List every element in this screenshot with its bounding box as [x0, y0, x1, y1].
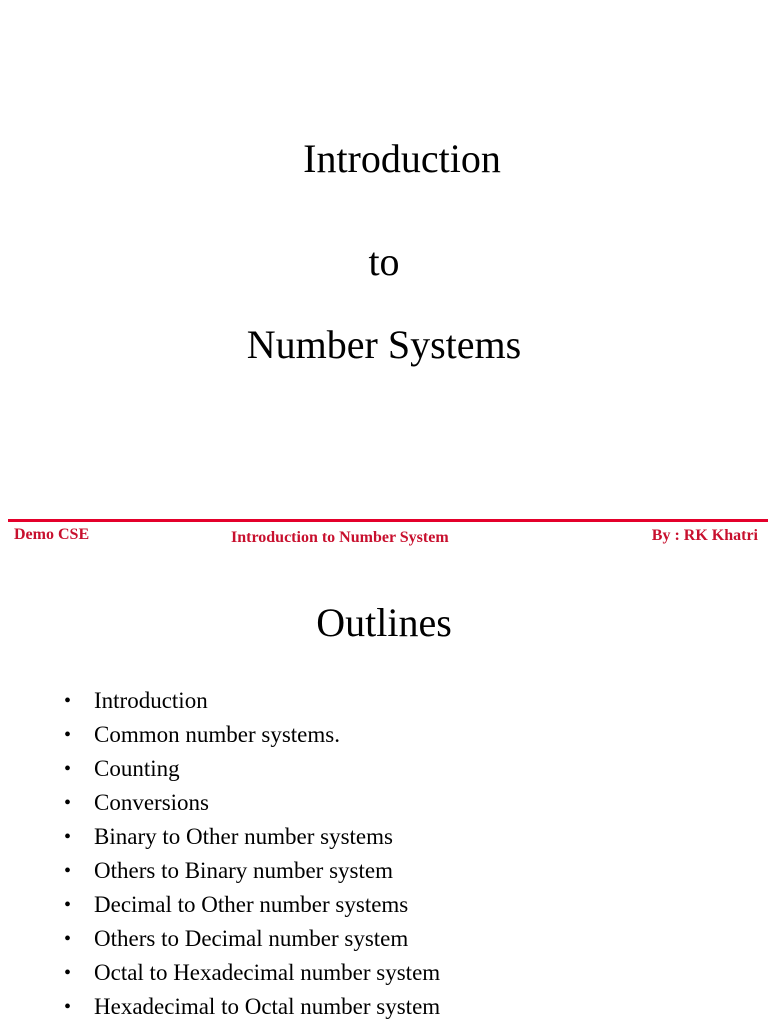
outline-item-text: Counting — [94, 756, 180, 781]
bullet-icon: • — [64, 724, 72, 746]
outline-item-text: Others to Binary number system — [94, 858, 393, 883]
bullet-icon: • — [64, 894, 72, 916]
outline-item-text: Binary to Other number systems — [94, 824, 393, 849]
outline-item-text: Conversions — [94, 790, 209, 815]
footer-author-label: By : RK Khatri — [651, 527, 758, 544]
outline-item-text: Common number systems. — [94, 722, 340, 747]
bullet-icon: • — [64, 996, 72, 1018]
bullet-icon: • — [64, 860, 72, 882]
outline-item-text: Octal to Hexadecimal number system — [94, 960, 441, 985]
outline-item-text: Introduction — [94, 688, 208, 713]
outline-item-text: Hexadecimal to Octal number system — [94, 994, 441, 1019]
footer-left-label: Demo CSE — [14, 526, 90, 543]
bullet-icon: • — [64, 928, 72, 950]
outline-item-text: Others to Decimal number system — [94, 926, 409, 951]
bullet-icon: • — [64, 962, 72, 984]
bullet-icon: • — [64, 826, 72, 848]
bullet-icon: • — [64, 690, 72, 712]
title-line-introduction: Introduction — [303, 136, 501, 181]
bullet-icon: • — [64, 758, 72, 780]
bullet-icon: • — [64, 792, 72, 814]
footer-center-label: Introduction to Number System — [231, 529, 449, 546]
title-line-number-systems: Number Systems — [246, 322, 522, 367]
outline-item-text: Decimal to Other number systems — [94, 892, 409, 917]
outlines-heading: Outlines — [316, 600, 452, 645]
title-line-to: to — [368, 239, 400, 284]
footer-divider — [8, 519, 768, 522]
